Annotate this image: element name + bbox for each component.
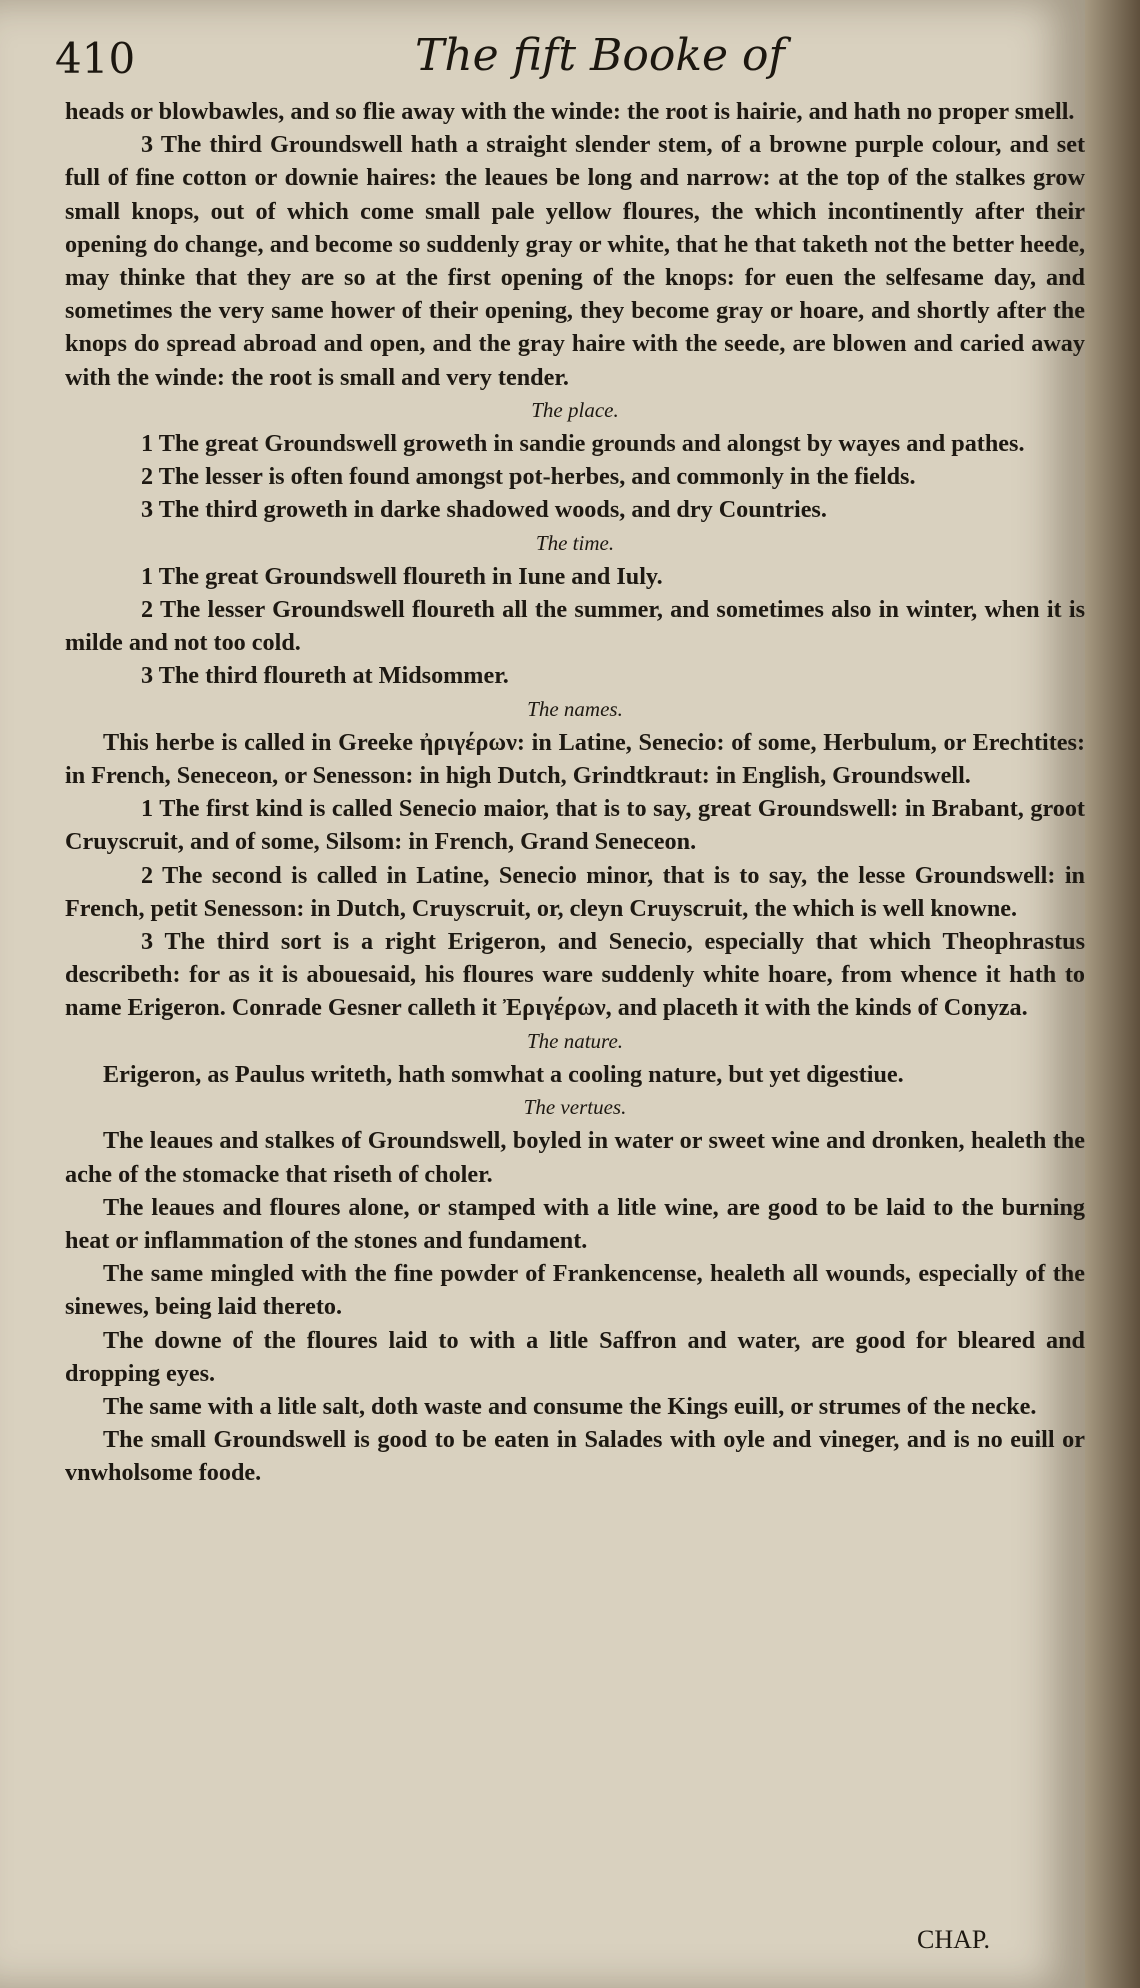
paragraph-text: The third Groundswell hath a straight slender stem, of a browne purple colour, and set full of fine cotton or downie haires: the leaues be long and narrow: at the top of the stalkes grow small knops, out of which come small pale yellow floures, the which incontinently after their opening do change, and become so suddenly gray or white, that he that taketh not the better heede, may thinke that they are so at the first opening of the knops: for euen the selfesame day, and sometimes the very same hower of their opening, they become gray or hoare, and shortly after the knops do spread abroad and open, and the gray haire with the seede, are blowen and caried away with the winde: the root is small and very tender. — [65, 131, 1085, 391]
list-item — [65, 659, 1085, 692]
vertue-item — [65, 1124, 1085, 1190]
item-text: The third sort is a right Erigeron, and Senecio, especially that which Theophrastus describeth: for as it is abouesaid, his floures ware suddenly white hoare, from whence it hath to name Erigeron. Conrade Gesner calleth it Ἐριγέρων, and placeth it with the kinds of Conyza. — [65, 928, 1085, 1022]
list-item — [65, 493, 1085, 526]
item-text: The great Groundswell floureth in Iune and Iuly. — [158, 562, 663, 590]
section-heading-nature: The nature. — [526, 1028, 624, 1053]
page-edge — [1085, 0, 1140, 1988]
vertue-item — [65, 1191, 1085, 1257]
item-text: The same mingled with the fine powder of Frankencense, healeth all wounds, especially of the sinewes, being laid thereto. — [65, 1260, 1085, 1321]
list-item — [65, 792, 1085, 858]
list-item — [65, 925, 1085, 1025]
section-heading-place: The place. — [531, 397, 619, 422]
vertue-item — [65, 1423, 1085, 1489]
list-item — [65, 460, 1085, 493]
item-text: The lesser Groundswell floureth all the summer, and sometimes also in winter, when it is milde and not too cold. — [65, 596, 1085, 657]
item-text: The third floureth at Midsommer. — [158, 662, 509, 690]
item-text: The lesser is often found amongst pot-herbes, and commonly in the fields. — [158, 463, 916, 491]
item-text: The leaues and floures alone, or stamped with a litle wine, are good to be laid to the burning heat or inflammation of the stones and fundament. — [65, 1193, 1085, 1254]
section-heading-vertues: The vertues. — [523, 1095, 627, 1120]
vertue-item — [65, 1257, 1085, 1323]
item-number: 2 — [141, 596, 154, 624]
item-text: The same with a litle salt, doth waste and consume the Kings euill, or strumes of the necke. — [103, 1392, 1037, 1420]
running-title: The fift Booke of — [415, 30, 785, 81]
item-number: 2 — [141, 463, 154, 491]
item-text: The leaues and stalkes of Groundswell, boyled in water or sweet wine and dronken, healeth the ache of the stomacke that riseth of choler. — [65, 1127, 1085, 1188]
item-text: The second is called in Latine, Senecio minor, that is to say, the lesse Groundswell: in French, petit Senesson: in Dutch, Cruyscruit, or, cleyn Cruyscruit, the which is well knowne. — [65, 861, 1085, 922]
item-text: The third groweth in darke shadowed woods, and dry Countries. — [158, 496, 827, 524]
running-header — [55, 30, 1025, 90]
section-heading-time: The time. — [535, 530, 615, 555]
list-item — [65, 593, 1085, 659]
item-text: The downe of the floures laid to with a litle Saffron and water, are good for bleared and dropping eyes. — [65, 1326, 1085, 1387]
paragraph-continuation: heads or blowbawles, and so flie away with the winde: the root is hairie, and hath no proper smell. — [65, 98, 1075, 125]
item-number: 1 — [141, 795, 154, 823]
item-number: 2 — [141, 861, 154, 889]
list-item — [65, 560, 1085, 593]
item-text: The great Groundswell groweth in sandie grounds and alongst by wayes and pathes. — [158, 430, 1025, 458]
vertue-item — [65, 1324, 1085, 1390]
item-number: 3 — [141, 496, 154, 524]
catchword: CHAP. — [917, 1925, 990, 1954]
item-text: The first kind is called Senecio maior, that is to say, great Groundswell: in Brabant, groot Cruyscruit, and of some, Silsom: in French, Grand Seneceon. — [65, 795, 1085, 856]
names-intro: This herbe is called in Greeke ἠριγέρων: in Latine, Senecio: of some, Herbulum, or Erechtites: in French, Seneceon, or Senesson: in high Dutch, Grindtkraut: in English, Groundswell. — [65, 728, 1085, 790]
item-number: 3 — [141, 131, 154, 159]
item-number: 3 — [141, 928, 154, 956]
text-body — [65, 95, 1085, 1490]
page-number: 410 — [55, 34, 136, 83]
list-item — [65, 859, 1085, 925]
section-heading-names: The names. — [527, 696, 623, 721]
item-text: The small Groundswell is good to be eaten in Salades with oyle and vineger, and is no euill or vnwholsome foode. — [65, 1426, 1085, 1487]
paragraph-third-groundswell — [65, 128, 1085, 394]
nature-text: Erigeron, as Paulus writeth, hath somwhat a cooling nature, but yet digestiue. — [103, 1060, 904, 1088]
vertue-item — [65, 1390, 1085, 1423]
item-number: 3 — [141, 662, 154, 690]
list-item — [65, 427, 1085, 460]
item-number: 1 — [141, 562, 154, 590]
item-number: 1 — [141, 430, 154, 458]
